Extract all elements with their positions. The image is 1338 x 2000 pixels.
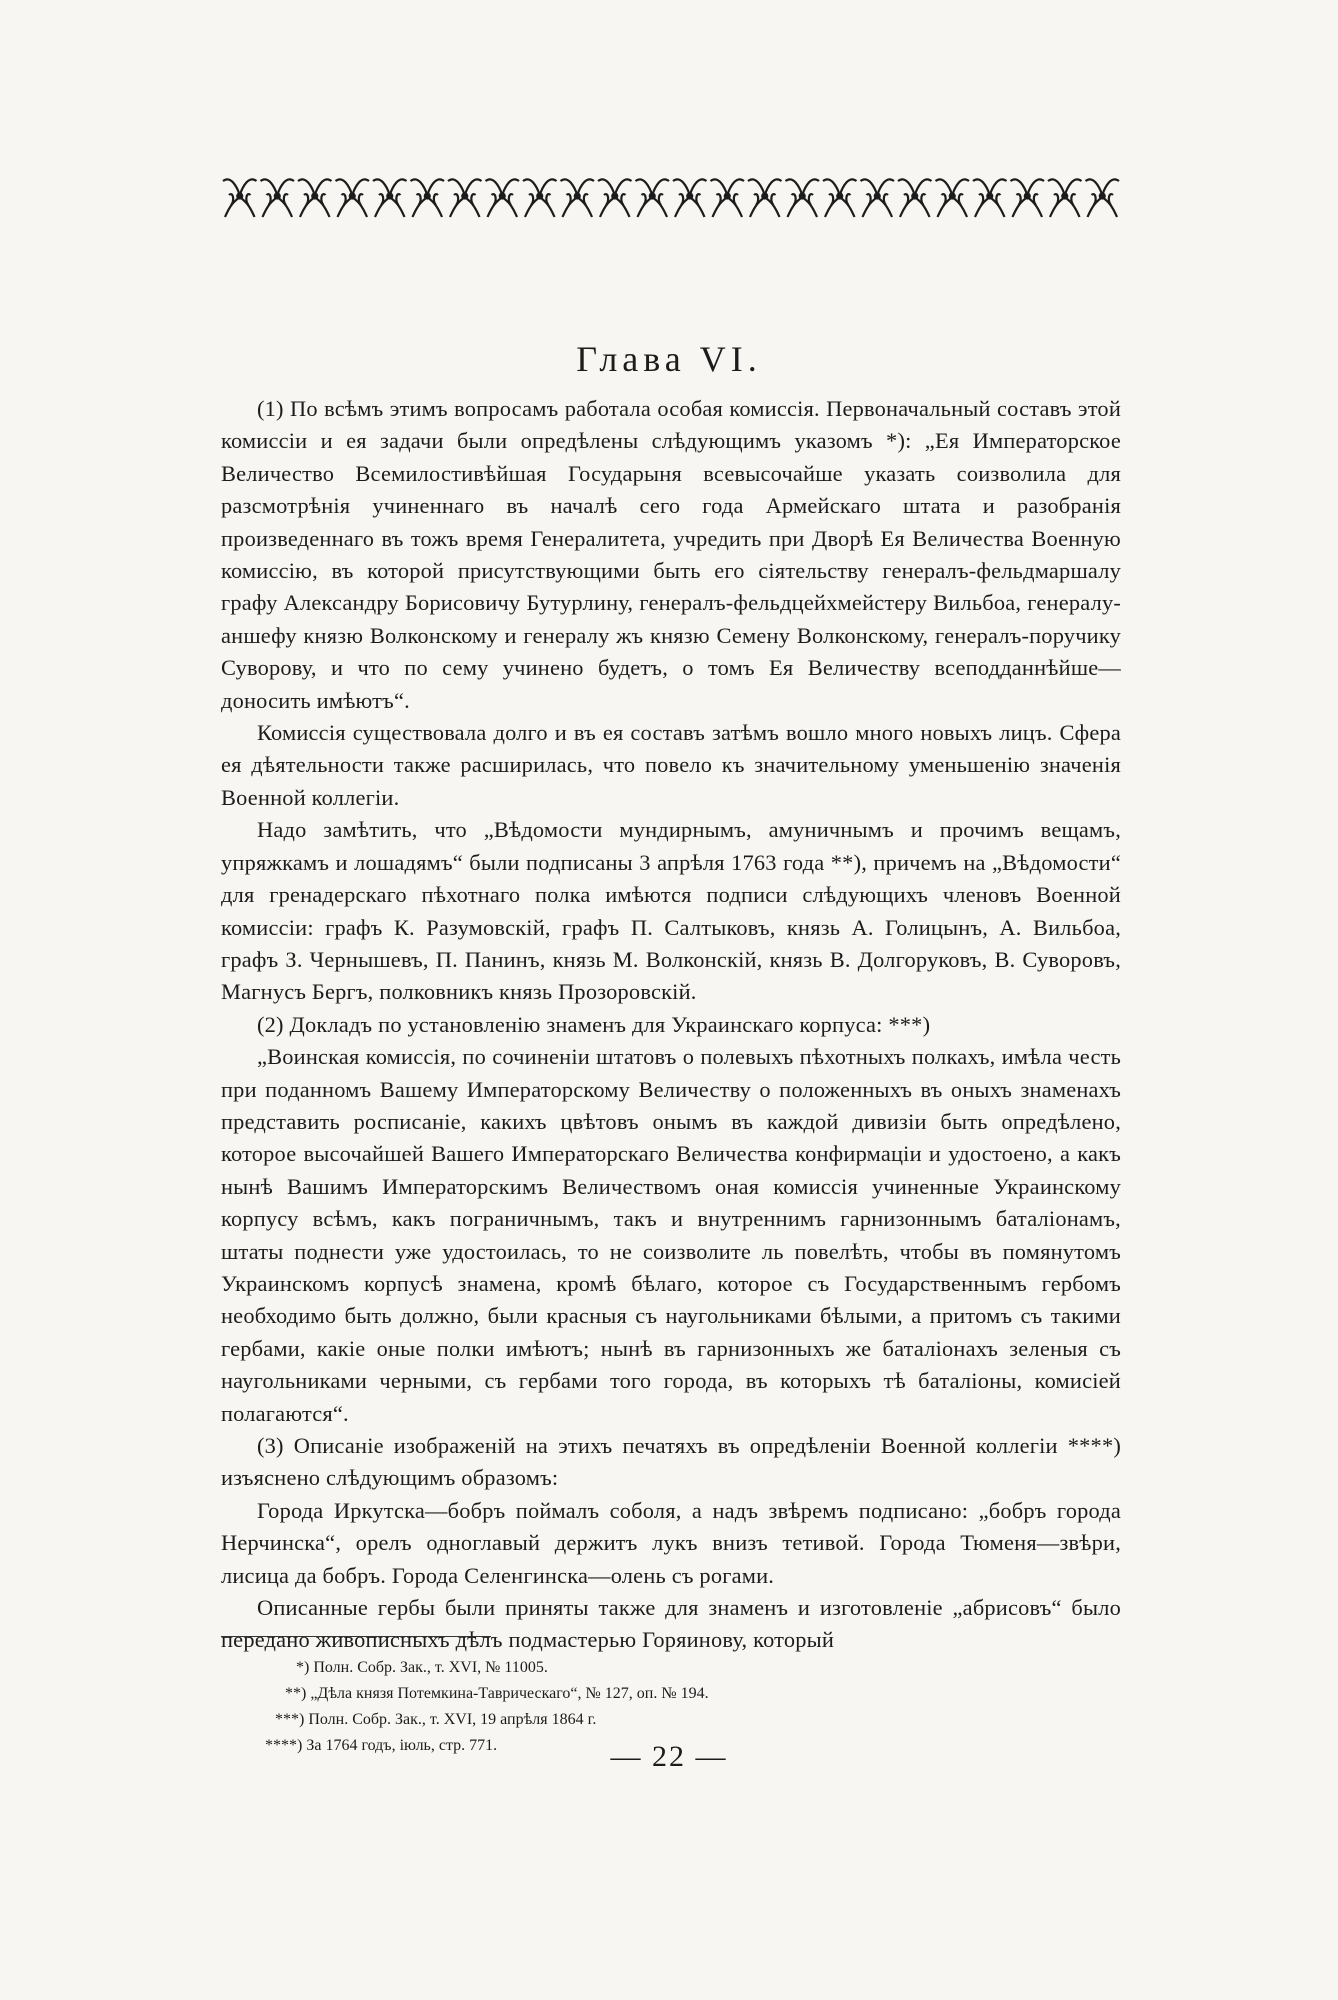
decorative-ornament-band [221,173,1121,223]
ornament-motif [786,179,820,217]
body-text [221,393,1121,1657]
ornament-motif [973,179,1007,217]
ornament-motif [673,179,707,217]
ornament-motif [261,179,295,217]
footnote-divider [221,1636,491,1637]
paragraph-3: Надо замѣтить, что „Вѣдомости мундирнымъ, амуничнымъ и прочимъ вещамъ, упряжкамъ и лошадямъ“ были подписаны 3 апрѣля 1763 года **), причемъ на „Вѣдомости“ для гренадерскаго пѣхотнаго полка имѣются подписи слѣдующихъ членовъ Военной комиссіи: графъ К. Разумовскій, графъ П. Салтыковъ, князь А. Голицынъ, А. Вильбоа, графъ З. Чернышевъ, П. Панинъ, князь М. Волконскій, князь В. Долгоруковъ, В. Суворовъ, Магнусъ Бергъ, полковникъ князь Прозоровскій. [221,817,1121,1005]
footnote-1: *) Полн. Собр. Зак., т. XVI, № 11005. [296,1659,548,1676]
page-number: — 22 — [610,1740,728,1773]
ornament-motif [1048,179,1082,217]
ornament-motif [898,179,932,217]
paragraph-1: (1) По всѣмъ этимъ вопросамъ работала особая комиссія. Первоначальный составъ этой комиссіи и ея задачи были опредѣлены слѣдующимъ указомъ *): „Ея Императорское Величество Всемилостивѣйшая Государыня всевысочайше указать соизволила для разсмотрѣнія учиненнаго въ началѣ сего года Армейскаго штата и разобранія произведеннаго въ тожъ время Генералитета, учредить при Дворѣ Ея Величества Военную комиссію, въ которой присутствующими быть его сіятельству генералъ-фельдмаршалу графу Александру Борисовичу Бутурлину, генералъ-фельдцейхмейстеру Вильбоа, генералу-аншефу князю Волконскому и генералу жъ князю Семену Волконскому, генералъ-поручику Суворову, и что по сему учинено будетъ, о томъ Ея Величеству всеподданнѣйше— доносить имѣютъ“. [221,396,1121,713]
ornament-motif [936,179,970,217]
paragraph-5: „Воинская комиссія, по сочиненіи штатовъ о полевыхъ пѣхотныхъ полкахъ, имѣла честь при поданномъ Вашему Императорскому Величеству о положенныхъ въ оныхъ знаменахъ представить росписаніе, какихъ цвѣтовъ онымъ въ каждой дивизіи быть опредѣлено, которое высочайшей Вашего Императорскаго Величества конфирмаціи и удостоено, а какъ нынѣ Вашимъ Императорскимъ Величествомъ оная комиссія учиненные Украинскому корпусу всѣмъ, какъ пограничнымъ, такъ и внутреннимъ гарнизоннымъ баталіонамъ, штаты поднести уже удостоилась, то не соизволите ль повелѣть, чтобы въ помянутомъ Украинскомъ корпусѣ знамена, кромѣ бѣлаго, которое съ Государственнымъ гербомъ необходимо быть должно, были красныя съ наугольниками бѣлыми, а притомъ съ такими гербами, какіе оные полки имѣютъ; нынѣ въ гарнизонныхъ же баталіонахъ зеленыя съ наугольниками черными, съ гербами того города, въ которыхъ тѣ баталіоны, комисіей полагаются“. [221,1044,1121,1426]
ornament-motif [823,179,857,217]
paragraph-2: Комиссія существовала долго и въ ея составъ затѣмъ вошло много новыхъ лицъ. Сфера ея дѣятельности также расширилась, что повело къ значительному уменьшенію значенія Военной коллегіи. [221,720,1121,810]
ornament-motif [1086,179,1120,217]
ornament-motif [486,179,520,217]
paragraph-6: (3) Описаніе изображеній на этихъ печатяхъ въ опредѣленіи Военной коллегіи ****) изъяснено слѣдующимъ образомъ: [221,1433,1121,1491]
ornament-motif [598,179,632,217]
ornament-motif [748,179,782,217]
footnote-4: ****) За 1764 годъ, іюль, стр. 771. [265,1737,498,1754]
ornament-motif [448,179,482,217]
ornament-motif [636,179,670,217]
ornament-motif [1011,179,1045,217]
paragraph-4: (2) Докладъ по установленію знаменъ для Украинскаго корпуса: ***) [257,1011,931,1037]
ornament-motif [711,179,745,217]
ornament-motif [523,179,557,217]
paragraph-7: Города Иркутска—бобръ поймалъ соболя, а надъ звѣремъ подписано: „бобръ города Нерчинска“, орелъ одноглавый держитъ лукъ внизъ тетивой. Города Тюменя—звѣри, лисица да бобръ. Города Селенгинска—олень съ рогами. [221,1497,1121,1588]
ornament-motif [561,179,595,217]
ornament-motif [336,179,370,217]
ornament-motif [223,179,257,217]
chapter-title: Глава VI. [576,339,762,379]
ornament-motif [861,179,895,217]
ornament-motif [373,179,407,217]
footnote-3: ***) Полн. Собр. Зак., т. XVI, 19 апрѣля 1864 г. [275,1711,597,1728]
footnote-2: **) „Дѣла князя Потемкина-Таврическаго“, № 127, оп. № 194. [285,1685,709,1702]
paragraph-8: Описанные гербы были приняты также для знаменъ и изготовленіе „абрисовъ“ было передано живописныхъ дѣлъ подмастерью Горяинову, который [221,1595,1121,1653]
ornament-motif [298,179,332,217]
ornament-motif [411,179,445,217]
